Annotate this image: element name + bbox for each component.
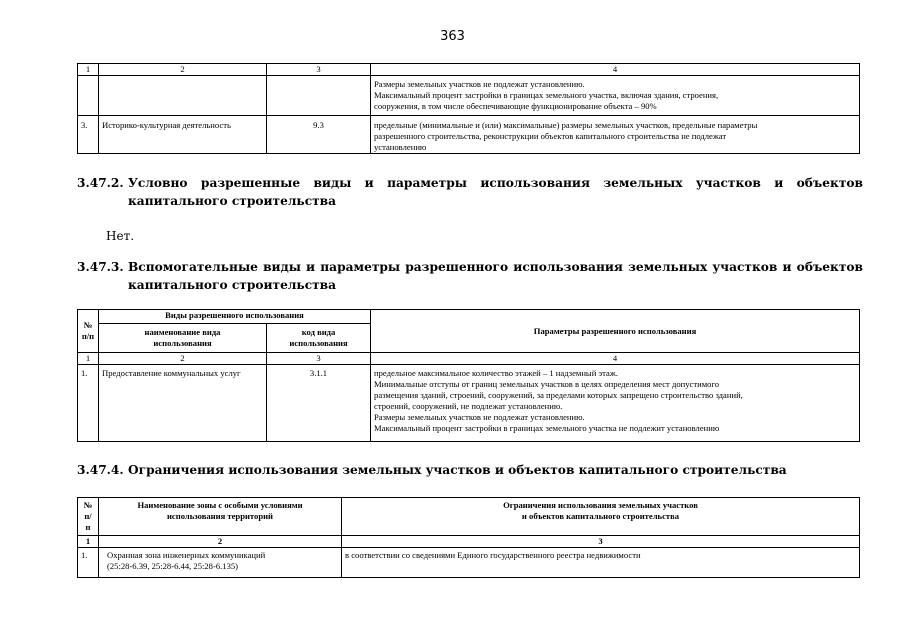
column-header-restrictions <box>342 498 860 536</box>
parameter-line: Максимальный процент застройки в границах земельного участка не подлежит установлению <box>374 423 720 433</box>
zone-name-cell <box>99 548 342 578</box>
auxiliary-uses-table <box>77 309 860 442</box>
section-title: Вспомогательные виды и параметры разрешенного использования земельных участков и объектов капитального строительства <box>128 260 863 292</box>
use-name-cell: Историко-культурная деятельность <box>99 116 267 154</box>
section-number: 3.47.3. <box>77 260 124 274</box>
table-header-numbers-row <box>78 536 860 548</box>
header-number-cell: 4 <box>371 64 860 76</box>
parameter-line: Размеры земельных участков не подлежат установлению. <box>374 412 585 422</box>
parameters-cell <box>371 116 860 154</box>
parameter-line: размещения зданий, строений, сооружений, за пределами которых запрещено строительство зданий, <box>374 390 743 400</box>
header-number-cell: 1 <box>78 536 99 548</box>
page-number: 363 <box>440 29 465 44</box>
use-code-cell <box>267 76 371 116</box>
table-row <box>78 365 860 442</box>
header-line: Ограничения использования земельных участков <box>503 500 698 510</box>
parameter-line: предельные (минимальные и (или) максимальные) размеры земельных участков, предельные параметры <box>374 120 758 130</box>
column-header-parameters: Параметры разрешенного использования <box>371 310 860 353</box>
parameter-line: установлению <box>374 142 427 152</box>
row-number-cell: 3. <box>78 116 99 154</box>
section-title: Условно разрешенные виды и параметры использования земельных участков и объектов капитального строительства <box>128 176 863 208</box>
use-code-cell: 9.3 <box>267 116 371 154</box>
section-number: 3.47.4. <box>77 463 124 477</box>
column-header-number: № п/п <box>78 498 99 536</box>
row-number-cell: 1. <box>78 365 99 442</box>
parameters-cell <box>371 365 860 442</box>
section-number: 3.47.2. <box>77 176 124 190</box>
zone-name-line: Охранная зона инженерных коммуникаций <box>107 550 266 560</box>
header-number-cell: 2 <box>99 64 267 76</box>
parameter-line: Размеры земельных участков не подлежат установлению. <box>374 79 585 89</box>
header-number-cell: 3 <box>267 353 371 365</box>
parameter-line: Максимальный процент застройки в границах земельного участка, включая здания, строения, <box>374 90 719 100</box>
restrictions-table <box>77 497 860 578</box>
parameter-line: предельное максимальное количество этажей – 1 надземный этаж. <box>374 368 618 378</box>
section-heading-3-47-3 <box>77 258 863 294</box>
header-number-cell: 2 <box>99 353 267 365</box>
header-line: и объектов капитального строительства <box>521 511 680 521</box>
column-header-use-name: наименование вида использования <box>99 324 267 353</box>
section-content-none: Нет. <box>106 229 135 243</box>
row-number-cell: 1. <box>78 548 99 578</box>
parameter-line: строений, сооружений, не подлежат установлению. <box>374 401 563 411</box>
header-number-cell: 1 <box>78 64 99 76</box>
restriction-cell: в соответствии со сведениями Единого государственного реестра недвижимости <box>342 548 860 578</box>
parameter-line: сооружения, в том числе обеспечивающие функционирование объекта – 90% <box>374 101 657 111</box>
section-heading-3-47-4 <box>77 461 863 479</box>
header-number-cell: 3 <box>267 64 371 76</box>
table-row <box>78 548 860 578</box>
table-header-numbers-row <box>78 353 860 365</box>
use-code-cell: 3.1.1 <box>267 365 371 442</box>
zone-name-line: (25:28-6.39, 25:28-6.44, 25:28-6.135) <box>107 561 239 571</box>
column-group-header: Виды разрешенного использования <box>99 310 371 324</box>
use-name-cell <box>99 76 267 116</box>
header-number-cell: 3 <box>342 536 860 548</box>
header-number-cell: 2 <box>99 536 342 548</box>
table-row <box>78 76 860 116</box>
column-header-zone: Наименование зоны с особыми условиями использования территорий <box>99 498 342 536</box>
use-name-cell: Предоставление коммунальных услуг <box>99 365 267 442</box>
parameters-cell <box>371 76 860 116</box>
header-number-cell: 1 <box>78 353 99 365</box>
parameter-line: Минимальные отступы от границ земельных участков в целях определения мест допустимого <box>374 379 720 389</box>
row-number-cell <box>78 76 99 116</box>
header-number-cell: 4 <box>371 353 860 365</box>
table-row <box>78 116 860 154</box>
permitted-uses-table-continued <box>77 63 860 154</box>
column-header-number: № п/п <box>78 310 99 353</box>
table-header-numbers-row <box>78 64 860 76</box>
section-heading-3-47-2 <box>77 174 863 210</box>
section-title: Ограничения использования земельных участков и объектов капитального строительства <box>128 463 787 477</box>
column-header-use-code: код вида использования <box>267 324 371 353</box>
parameter-line: разрешенного строительства, реконструкции объектов капитального строительства не подлежат <box>374 131 727 141</box>
